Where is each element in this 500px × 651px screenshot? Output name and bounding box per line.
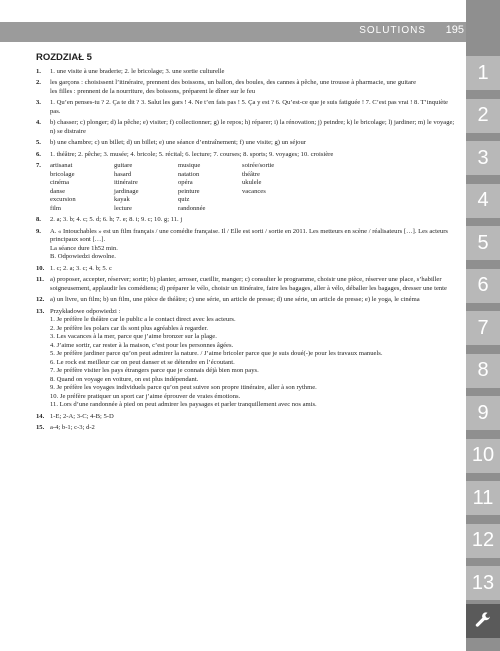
page-content — [36, 54, 458, 436]
answer-item — [36, 151, 458, 160]
item-body — [50, 139, 458, 148]
sample-answer: 4. J’aime sortir, car rester à la maison, c’est pour les personnes âgées. — [50, 341, 234, 349]
vocab-cell: danse — [50, 187, 66, 195]
item-body — [50, 79, 458, 96]
item-text: 1. une visite à une braderie; 2. le bricolage; 3. une sortie culturelle — [50, 67, 225, 75]
item-text: 1. Qu’en penses-tu ? 2. Ça te dit ? 3. Salut les gars ! 4. Ne t’en fais pas ! 5. Ça y est ? 6. Qu’est-ce que je suis fatiguée ! 7. C’est pas vrai ! 8. T’inquiète pas. — [50, 99, 448, 115]
item-number: 14. — [36, 412, 45, 420]
chapter-tab-11[interactable]: 11 — [466, 481, 500, 523]
vocab-cell: quiz — [178, 196, 190, 203]
item-number: 6. — [36, 150, 41, 158]
chapter-tab-2[interactable]: 2 — [466, 99, 500, 141]
answer-item — [36, 79, 458, 96]
sample-answer: 3. Les vacances à la mer, parce que j’aime bronzer sur la plage. — [50, 333, 217, 340]
chapter-tab-10[interactable]: 10 — [466, 439, 500, 481]
item-body — [50, 119, 458, 136]
item-text: 1. théâtre; 2. pêche; 3. musée; 4. bricole; 5. récital; 6. lecture; 7. courses; 8. sports; 9. voyages; 10. croisière — [50, 150, 334, 158]
vocab-cell: hasard — [114, 170, 132, 178]
vocab-cell: musique — [178, 162, 201, 169]
answer-item — [36, 216, 458, 225]
vocab-cell: vacances — [242, 187, 266, 195]
vocab-cell: artisanat — [50, 162, 73, 169]
vocab-cell: cinéma — [50, 179, 70, 186]
page-number: 195 — [445, 24, 464, 36]
item-number: 1. — [36, 67, 41, 75]
item-body — [50, 228, 458, 262]
sample-answer: 10. Je préfère pratiquer un sport car j’aime éprouver de vraies émotions. — [50, 392, 241, 400]
item-text: a-4; b-1; c-3; d-2 — [50, 424, 95, 431]
answer-item — [36, 265, 458, 274]
item-number: 11. — [36, 276, 44, 283]
item-number: 4. — [36, 119, 41, 126]
chapter-tab-7[interactable]: 7 — [466, 311, 500, 353]
sample-answer: 2. Je préfère les polars car ils sont plus agréables à regarder. — [50, 324, 209, 332]
vocab-cell: natation — [178, 170, 200, 178]
vocab-cell: opéra — [178, 179, 193, 186]
item-number: 9. — [36, 227, 41, 235]
item-number: 3. — [36, 99, 41, 106]
chapter-tab-13[interactable]: 13 — [466, 566, 500, 608]
vocab-cell: peinture — [178, 187, 200, 195]
vocab-cell: ukulele — [242, 179, 262, 186]
sample-answer: 9. Je préfère les voyages individuels parce qu’on peut suivre son propre itinéraire, aller à son rythme. — [50, 384, 317, 391]
chapter-tab-5[interactable]: 5 — [466, 226, 500, 268]
item-text: a) un livre, un film; b) un film, une pièce de théâtre; c) une série, un article de presse; d) une série, un article de presse; e) le yoga, le cinéma — [50, 296, 420, 303]
vocab-cell: film — [50, 204, 61, 212]
chapter-tab-9[interactable]: 9 — [466, 396, 500, 438]
chapter-tab-3[interactable]: 3 — [466, 141, 500, 183]
vocab-grid — [50, 162, 458, 213]
vocab-cell: bricolage — [50, 170, 75, 178]
item-text: 2. a; 3. b; 4. c; 5. d; 6. h; 7. e; 8. i; 9. c; 10. g; 11. j — [50, 216, 183, 223]
sample-answer: 1. Je préfère le théâtre car le public a le contact direct avec les acteurs. — [50, 316, 236, 323]
item-number: 13. — [36, 307, 45, 315]
sample-answer: 11. Lors d’une randonnée à pied on peut admirer les paysages et parler tranquillement avec nos amis. — [50, 401, 317, 408]
item-number: 8. — [36, 216, 41, 223]
item-body — [50, 308, 458, 410]
item-body — [50, 68, 458, 77]
chapter-tab-6[interactable]: 6 — [466, 269, 500, 311]
chapter-tab-8[interactable]: 8 — [466, 354, 500, 396]
header-bar — [0, 22, 466, 42]
answer-item — [36, 308, 458, 410]
item-body — [50, 276, 458, 293]
item-body — [50, 424, 458, 433]
answer-item — [36, 139, 458, 148]
item-text: Przykładowe odpowiedzi : — [50, 307, 121, 315]
answer-item — [36, 68, 458, 77]
vocab-cell: randonnée — [178, 204, 206, 212]
item-body — [50, 216, 458, 225]
item-body — [50, 296, 458, 305]
item-text: b) chasser; c) plonger; d) la pêche; e) visiter; f) collectionner; g) le repos; h) réparer; i) la rénovation; j) peindre; k) le bricolage; l) jardiner; m) le voyage; n) se distraire — [50, 119, 455, 135]
item-body — [50, 265, 458, 274]
answer-item — [36, 119, 458, 136]
sample-answer: 7. Je préfère visiter les pays étrangers parce que je connais déjà bien mon pays. — [50, 367, 259, 374]
answer-item — [36, 296, 458, 305]
item-text: b) une chambre; c) un billet; d) un billet; e) une séance d’entraînement; f) une visite; g) un séjour — [50, 139, 306, 146]
chapter-sidebar — [466, 0, 500, 640]
vocab-cell: jardinage — [114, 187, 139, 195]
item-text: A. « Intouchables » est un film français / une comédie française. Il / Elle est sorti / sortie en 2011. Les metteurs en scène / réalisateurs […]. Les acteurs principaux sont […]. — [50, 227, 448, 243]
item-number: 15. — [36, 424, 45, 431]
item-text: 1-E; 2-A; 3-C; 4-B; 5-D — [50, 412, 114, 420]
chapter-tab-1[interactable]: 1 — [466, 56, 500, 98]
answer-item — [36, 228, 458, 262]
vocab-cell: kayak — [114, 196, 130, 203]
chapter-tab-4[interactable]: 4 — [466, 184, 500, 226]
vocab-cell — [242, 205, 306, 214]
item-number: 2. — [36, 79, 41, 86]
chapter-title: ROZDZIAŁ 5 — [36, 52, 92, 63]
answer-item — [36, 276, 458, 293]
item-text: les garçons : choisissent l’itinéraire, prennent des boissons, un ballon, des boules, des cannes à pêche, une trousse à pharmacie, une guitare — [50, 79, 417, 86]
item-text: La séance dure 1h52 min. — [50, 244, 118, 252]
item-text: les filles : prennent de la nourriture, des boissons, préparent le dîner sur le feu — [50, 87, 256, 95]
vocab-cell — [242, 196, 306, 205]
item-text: 1. c; 2. a; 3. c; 4. b; 5. c — [50, 264, 112, 272]
item-body — [50, 151, 458, 160]
answer-item — [36, 413, 458, 422]
vocab-cell: théâtre — [242, 170, 260, 178]
sample-answer: 5. Je préfère jardiner parce qu’on peut admirer la nature. / J’aime bricoler parce que je suis doué(-)e pour les travaux manuels. — [50, 350, 383, 357]
sample-answer: 6. Le rock est meilleur car on peut danser et se détendre en l’écoutant. — [50, 358, 235, 366]
item-body — [50, 99, 458, 116]
item-body — [50, 413, 458, 422]
item-number: 12. — [36, 296, 45, 303]
vocab-cell: excursion — [50, 196, 76, 203]
sample-answer: 8. Quand on voyage en voiture, on est plus indépendant. — [50, 375, 199, 383]
chapter-tab-12[interactable]: 12 — [466, 524, 500, 566]
item-number: 5. — [36, 139, 41, 146]
answer-item — [36, 99, 458, 116]
item-body — [50, 162, 458, 213]
vocab-cell: soirée/sortie — [242, 162, 275, 169]
item-number: 7. — [36, 162, 41, 169]
item-number: 10. — [36, 264, 45, 272]
answer-list — [36, 68, 458, 433]
item-text: B. Odpowiedzi dowolne. — [50, 253, 116, 260]
vocab-cell: itinéraire — [114, 179, 138, 186]
item-text: a) proposer, accepter, réserver; sortir; b) planter, arroser, cueillir, manger; c) consulter le programme, choisir une pièce, réserver une place, s’habiller soigneusement, applaudir les comédiens; d) préparer le vélo, choisir un itinéraire, faire les bagages, aller à vélo, déballer les bagages, dresser une tente — [50, 276, 447, 292]
section-title: SOLUTIONS — [359, 25, 426, 36]
vocab-cell: guitare — [114, 162, 133, 169]
answer-item — [36, 424, 458, 433]
answer-item — [36, 162, 458, 213]
vocab-cell: lecture — [114, 204, 132, 212]
